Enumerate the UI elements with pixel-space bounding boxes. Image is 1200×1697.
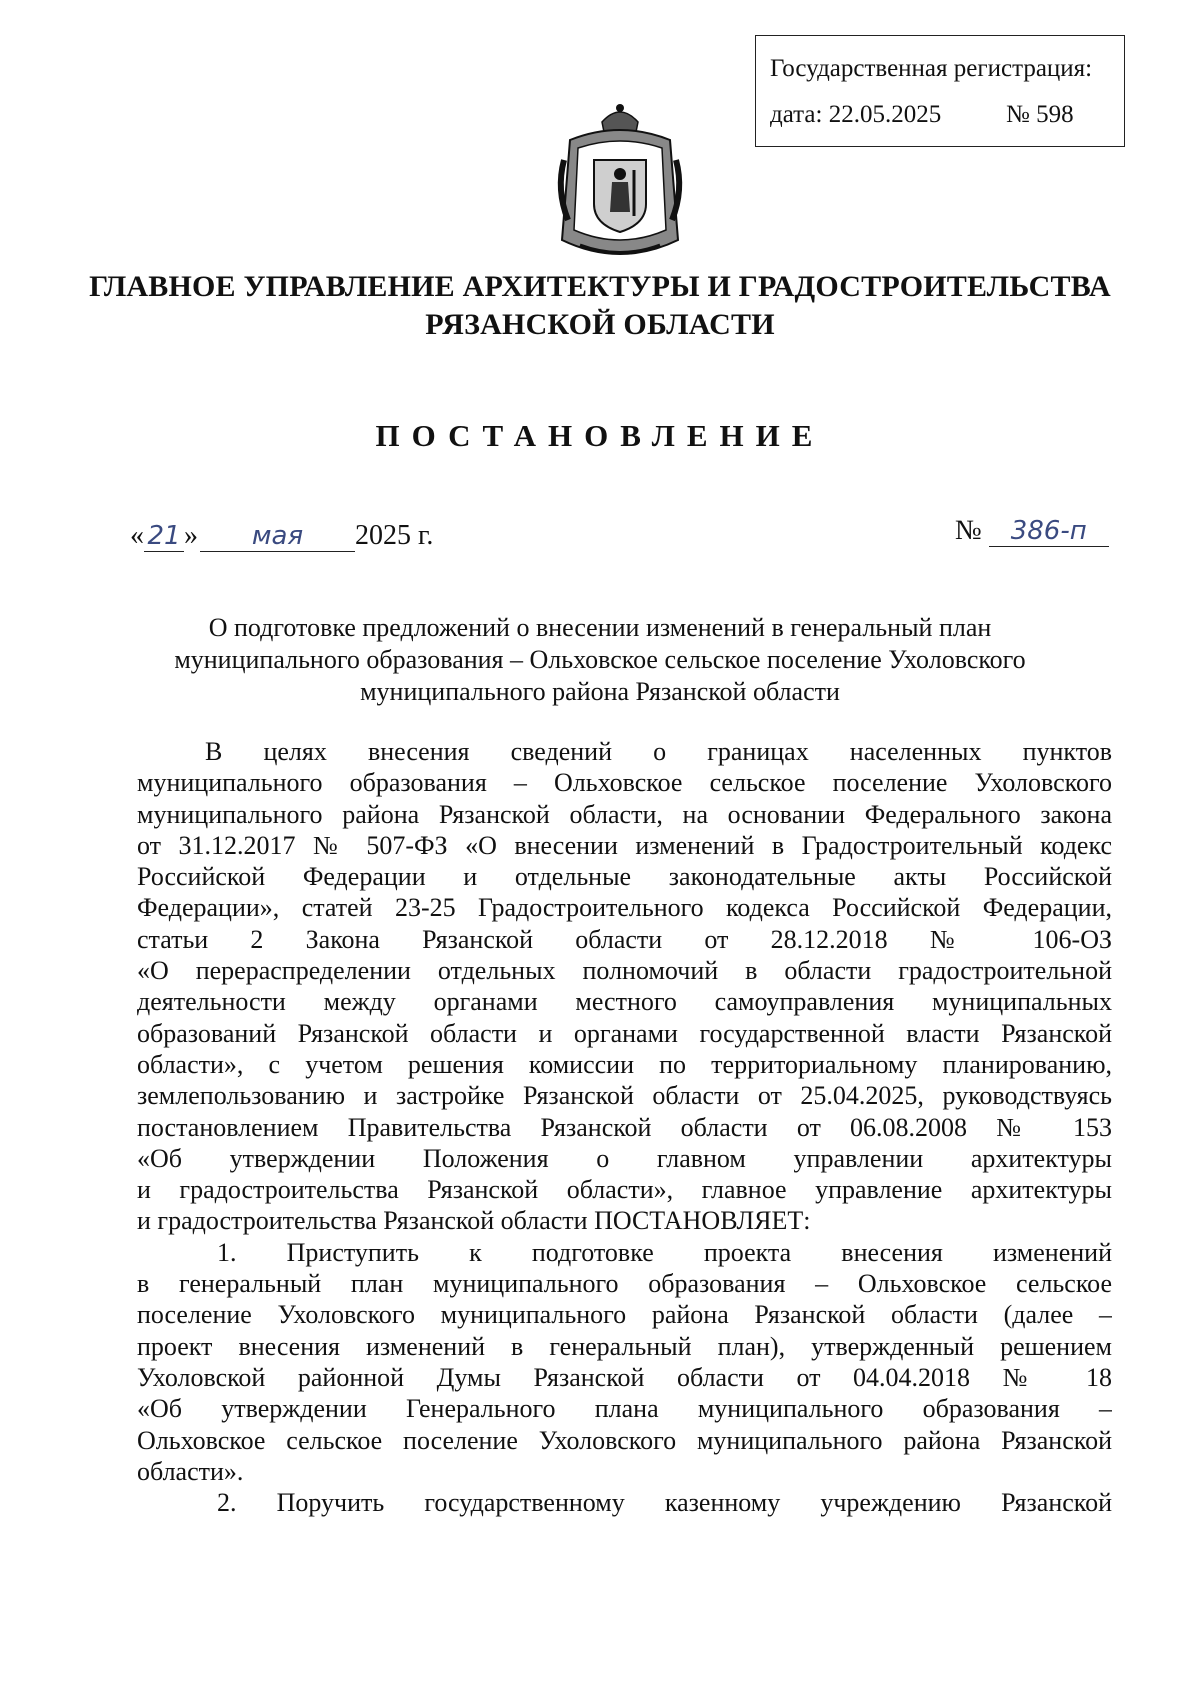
body-line: проект внесения изменений в генеральный план), утвержденный решением <box>137 1331 1112 1361</box>
body-line: поселение Ухоловского муниципального района Рязанской области (далее – <box>137 1300 1112 1330</box>
body-line: землепользованию и застройке Рязанской области от 25.04.2025, руководствуясь <box>137 1081 1112 1111</box>
date-open-quote: « <box>130 520 144 551</box>
organization-name-line-1: ГЛАВНОЕ УПРАВЛЕНИЕ АРХИТЕКТУРЫ И ГРАДОСТРОИТЕЛЬСТВА <box>89 270 1111 303</box>
body-line: «Об утверждении Положения о главном управлении архитектуры <box>137 1143 1112 1173</box>
subject-line: О подготовке предложений о внесении изменений в генеральный план <box>208 613 992 642</box>
document-body <box>137 736 1112 1518</box>
body-line: статьи 2 Закона Рязанской области от 28.12.2018 № 106-ОЗ <box>137 924 1112 954</box>
date-year: 2025 г. <box>355 520 434 551</box>
registration-stamp <box>755 35 1125 147</box>
body-line: и градостроительства Рязанской области ПОСТАНОВЛЯЕТ: <box>137 1206 811 1236</box>
body-line: «О перераспределении отдельных полномочий в области градостроительной <box>137 956 1112 986</box>
registration-number: № 598 <box>1006 101 1074 128</box>
subject-line: муниципального района Рязанской области <box>360 677 840 706</box>
body-line: Ухоловской районной Думы Рязанской области от 04.04.2018 № 18 <box>137 1362 1112 1392</box>
document-date <box>130 520 433 552</box>
body-line: от 31.12.2017 № 507-ФЗ «О внесении изменений в Градостроительный кодекс <box>137 830 1112 860</box>
body-line: муниципального района Рязанской области, на основании Федерального закона <box>137 799 1112 829</box>
body-line: области». <box>137 1456 244 1486</box>
date-day-handwritten: 21 <box>144 521 184 552</box>
body-line: В целях внесения сведений о границах населенных пунктов <box>205 737 1112 766</box>
date-month-handwritten: мая <box>200 521 355 552</box>
body-line: и градостроительства Рязанской области», главное управление архитектуры <box>137 1175 1112 1205</box>
body-line: 2. Поручить государственному казенному учреждению Рязанской <box>217 1488 1112 1518</box>
ryazan-oblast-coat-of-arms-icon <box>550 100 690 270</box>
body-line: 1. Приступить к подготовке проекта внесения изменений <box>217 1237 1112 1267</box>
document-subject <box>150 612 1050 708</box>
body-line: муниципального образования – Ольховское сельское поселение Ухоловского <box>137 768 1112 798</box>
body-line: деятельности между органами местного самоуправления муниципальных <box>137 987 1112 1017</box>
document-type-title: ПОСТАНОВЛЕНИЕ <box>375 418 825 453</box>
body-line: образований Рязанской области и органами государственной власти Рязанской <box>137 1018 1112 1048</box>
registration-date: дата: 22.05.2025 <box>770 101 942 128</box>
body-line: Ольховское сельское поселение Ухоловского муниципального района Рязанской <box>137 1425 1112 1455</box>
body-line: постановлением Правительства Рязанской области от 06.08.2008 № 153 <box>137 1112 1112 1142</box>
date-close-quote: » <box>184 520 198 551</box>
body-line: области», с учетом решения комиссии по территориальному планированию, <box>137 1049 1112 1079</box>
subject-line: муниципального образования – Ольховское сельское поселение Ухоловского <box>174 645 1026 674</box>
document-number <box>955 515 1109 547</box>
document-number-prefix: № <box>955 515 982 546</box>
document-number-handwritten: 386-п <box>989 516 1109 547</box>
body-line: Федерации», статей 23-25 Градостроительного кодекса Российской Федерации, <box>137 893 1112 923</box>
organization-name-line-2: РЯЗАНСКОЙ ОБЛАСТИ <box>425 308 775 341</box>
body-line: в генеральный план муниципального образования – Ольховское сельское <box>137 1269 1112 1299</box>
body-line: «Об утверждении Генерального плана муниципального образования – <box>137 1394 1112 1424</box>
registration-title: Государственная регистрация: <box>770 55 1093 82</box>
body-line: Российской Федерации и отдельные законодательные акты Российской <box>137 862 1112 892</box>
